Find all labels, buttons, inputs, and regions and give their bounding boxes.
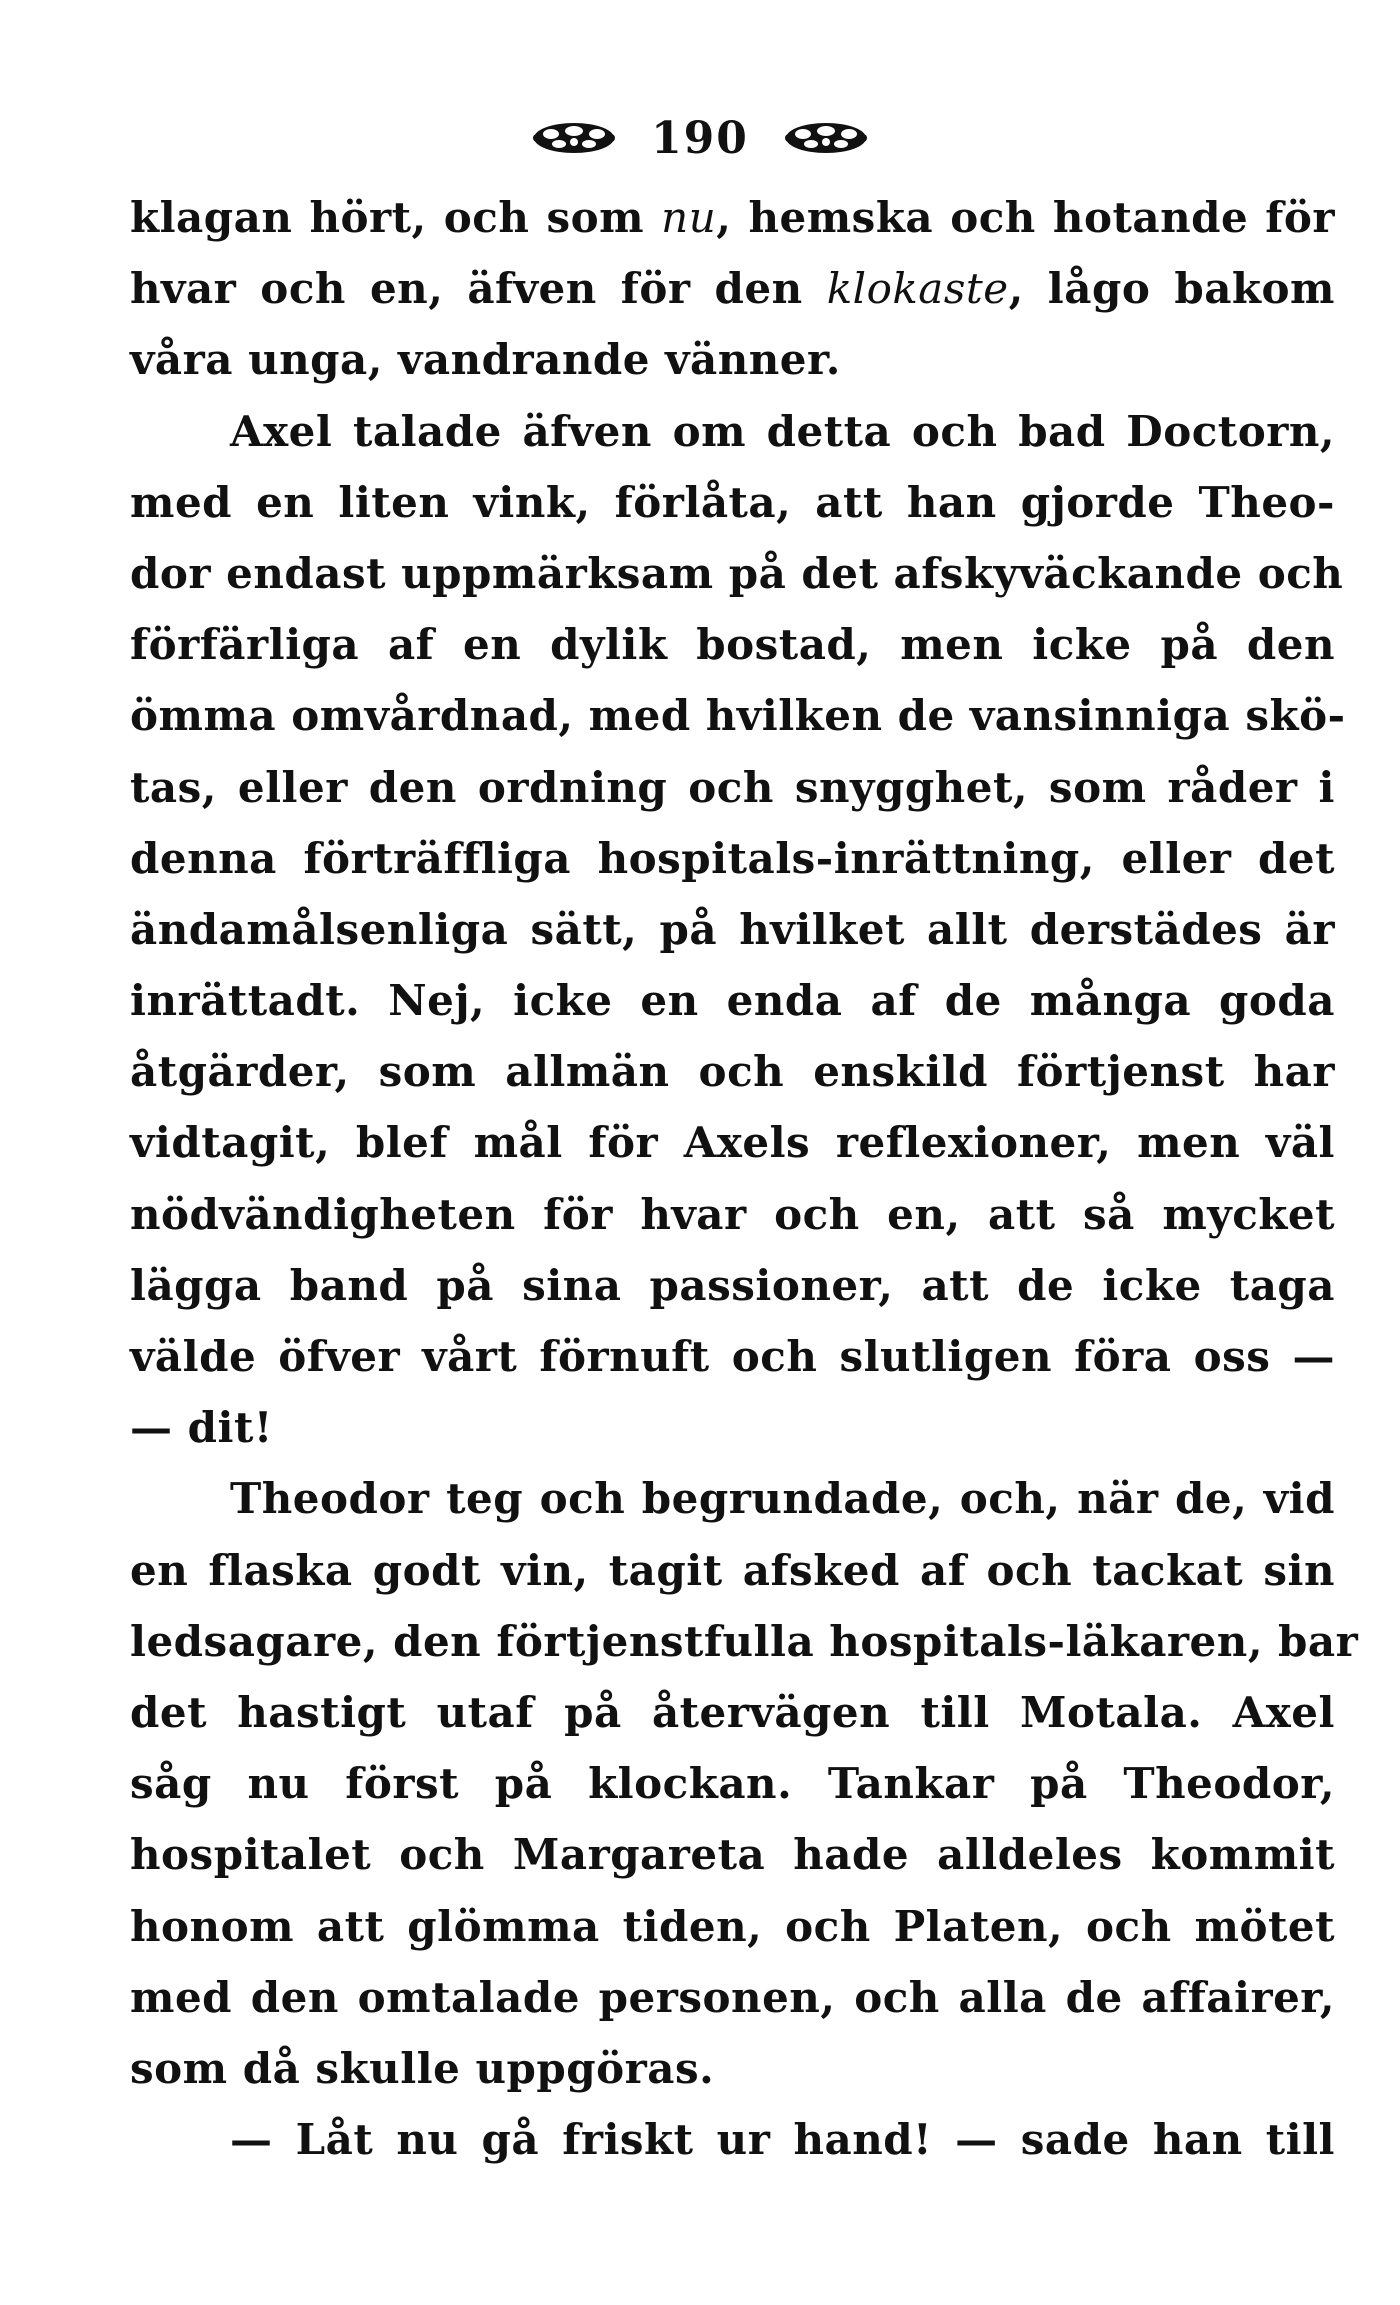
text-line: — dit! [130,1403,273,1453]
text-line: såg nu först på klockan. Tankar på Theodor, [130,1759,1335,1809]
text-line: hospitalet och Margareta hade alldeles kommit [130,1830,1335,1880]
text-line [130,253,1335,324]
text-line: åtgärder, som allmän och enskild förtjenst har [130,1047,1335,1097]
text-line: ledsagare, den förtjenstfulla hospitals-läkaren, bar [130,1616,1359,1666]
text-line: tas, eller den ordning och snygghet, som råder i [130,762,1335,812]
text-line: ömma omvårdnad, med hvilken de vansinniga skö- [130,691,1346,741]
text-line: det hastigt utaf på återvägen till Motala. Axel [130,1687,1335,1737]
italic-word: nu [661,193,717,242]
page-number: 190 [651,112,749,164]
body-text [130,182,1359,2222]
text-line: nödvändigheten för hvar och en, att så mycket [130,1189,1335,1239]
text-line: honom att glömma tiden, och Platen, och mötet [130,1901,1335,1951]
italic-word: klokaste [826,264,1009,314]
text-line: inrättadt. Nej, icke en enda af de många goda [130,976,1335,1026]
text-line [130,182,1335,253]
text-line: med en liten vink, förlåta, att han gjorde Theo- [130,477,1335,527]
text-line: våra unga, vandrande vänner. [130,335,841,385]
floral-ornament-icon [781,116,871,160]
text-line: förfärliga af en dylik bostad, men icke på den [130,620,1335,670]
text-line: dor endast uppmärksam på det afskyväckande och [130,548,1344,598]
text-line: med den omtalade personen, och alla de affairer, [130,1972,1335,2022]
text-line: en flaska godt vin, tagit afsked af och tackat sin [130,1545,1335,1595]
text-line: välde öfver vårt förnuft och slutligen föra oss — [130,1332,1335,1381]
floral-ornament-icon [529,116,619,160]
page-header [0,98,1400,178]
text-segment: , lågo bakom [1008,264,1335,314]
text-line: denna förträffliga hospitals-inrättning, eller det [130,833,1335,883]
paragraph-start-line: Axel talade äfven om detta och bad Doctorn, [230,406,1335,456]
text-segment: hvar och en, äfven för den [130,264,827,314]
text-segment: , hemska och hotande för [716,193,1335,242]
text-line: som då skulle uppgöras. [130,2043,715,2093]
paragraph-start-line: — Låt nu gå friskt ur hand! — sade han till [230,2115,1335,2165]
text-line: vidtagit, blef mål för Axels reflexioner, men väl [130,1118,1335,1168]
text-line: ändamålsenliga sätt, på hvilket allt derstädes är [130,904,1335,954]
text-segment: klagan hört, och som [130,193,662,242]
paragraph-start-line: Theodor teg och begrundade, och, när de, vid [230,1474,1335,1524]
text-line: lägga band på sina passioner, att de icke taga [130,1260,1335,1310]
